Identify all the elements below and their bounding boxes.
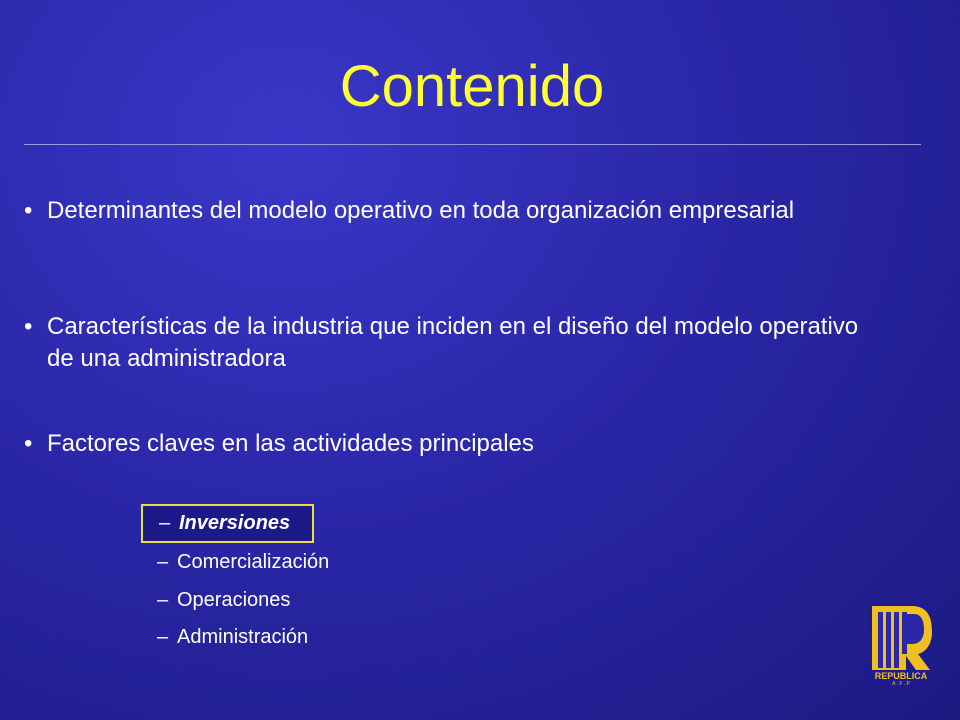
subitem-administracion (157, 624, 308, 650)
bullet-text: Características de la industria que inciden en el diseño del modelo operativo de una administradora (47, 313, 859, 372)
slide-title: Contenido (339, 54, 605, 119)
subitem-operaciones (157, 587, 290, 613)
bullet-item (24, 428, 864, 460)
bullet-text: Determinantes del modelo operativo en toda organización empresarial (47, 197, 795, 224)
subitem-dash: – (157, 551, 169, 573)
bullet-marker: • (24, 313, 33, 340)
subitem-comercializacion (157, 549, 329, 575)
republica-logo-icon (868, 604, 934, 686)
subitem-dash: – (159, 512, 171, 534)
bullet-marker: • (24, 197, 33, 224)
logo-subtext: A . F . P (892, 681, 910, 686)
bullet-text: Factores claves en las actividades principales (47, 430, 534, 457)
bullet-item (24, 311, 864, 375)
subitem-text: Operaciones (177, 589, 291, 611)
bullet-item (24, 195, 864, 227)
subitem-text: Administración (177, 626, 309, 648)
subitem-dash: – (157, 589, 169, 611)
logo-text: REPUBLICA (874, 671, 928, 681)
title-divider (24, 144, 921, 145)
bullet-marker: • (24, 430, 33, 457)
subitem-text: Inversiones (179, 512, 291, 534)
subitem-inversiones-highlighted (141, 504, 314, 543)
subitem-text: Comercialización (177, 551, 330, 573)
subitem-dash: – (157, 626, 169, 648)
